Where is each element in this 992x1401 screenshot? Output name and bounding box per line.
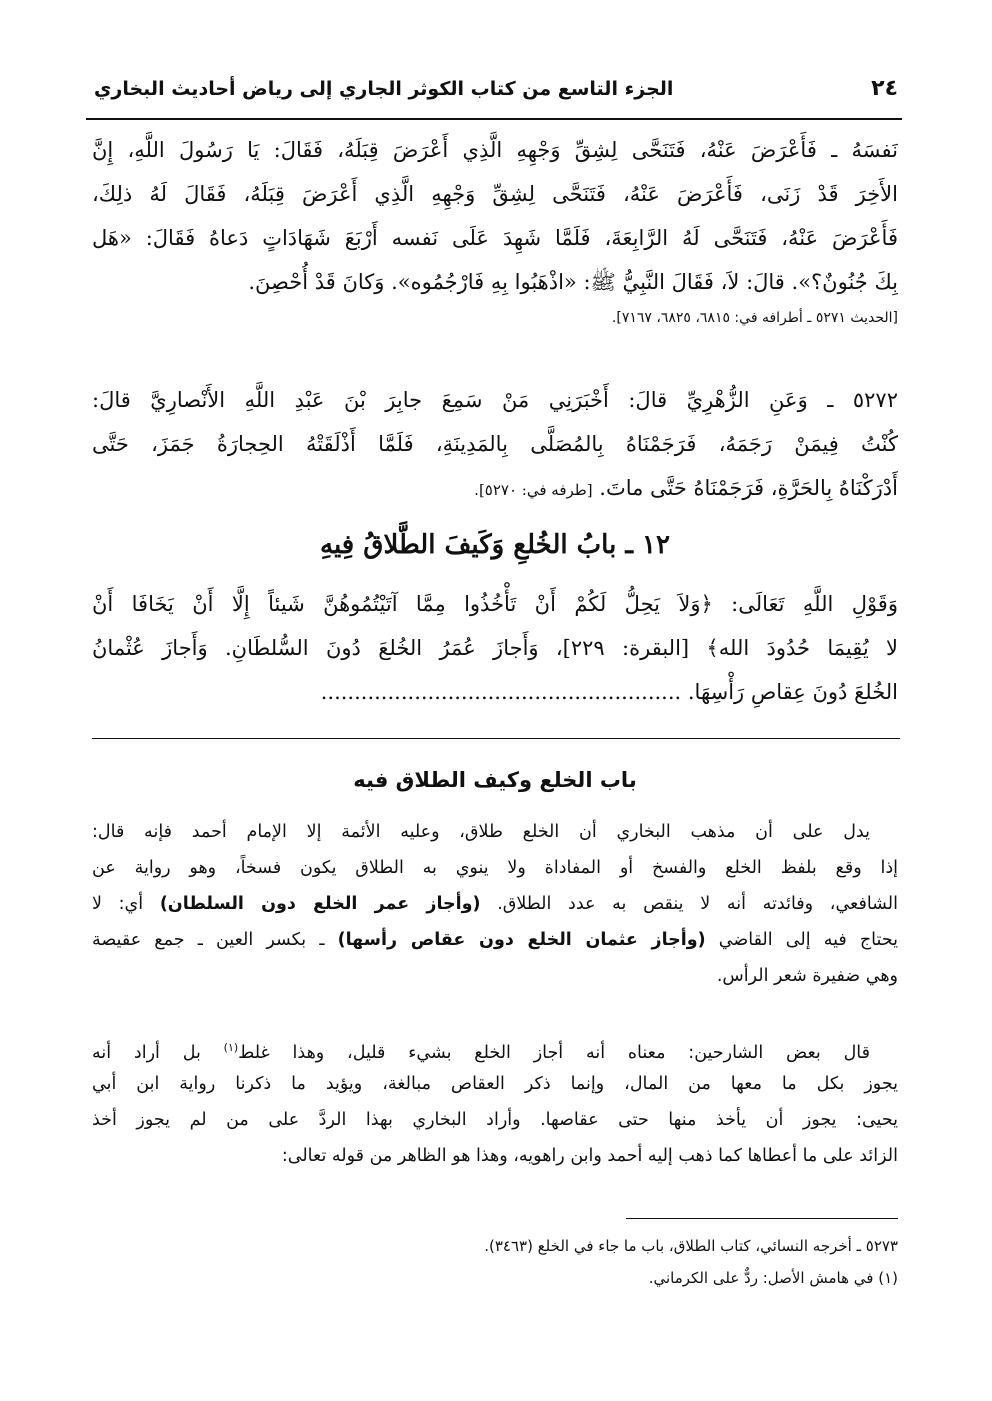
commentary-line: يدل على أن مذهب البخاري أن الخلع طلاق، وعليه الأئمة إلا الإمام أحمد فإنه قال: [92, 822, 870, 842]
hadith-line: فَأَعْرَضَ عَنْهُ، فَتَنَحَّى لَهُ الرَّابِعَةَ، فَلَمَّا شَهِدَ عَلَى نَفسه أَرْبَعَ شَهَادَاتٍ دَعاهُ فَقَالَ: «هَل [92, 226, 898, 250]
commentary-line [92, 886, 898, 922]
chapter-title: ١٢ ـ بابُ الخُلعِ وَكَيفَ الطَّلاقُ فِيهِ [320, 530, 670, 560]
hadith-line: بِكَ جُنُونٌ؟». قالَ: لاَ، فَقَالَ النَّبِيُّ ﷺ: «اذْهَبُوا بِهِ فَارْجُمُوه». وَكانَ قَدْ أُحْصِنَ. [248, 270, 898, 294]
commentary-line: يجوز بكل ما معها من المال، وإنما ذكر العقاص مبالغة، ويؤيد ما ذكرنا رواية ابن أبي [92, 1074, 898, 1094]
bold-phrase: (وأجاز عمر الخلع دون السلطان) [159, 894, 481, 914]
hadith-line: كُنْتُ فِيمَنْ رَجَمَهُ، فَرَجَمْنَاهُ بِالمُصَلَّى بِالمَدِينَةِ، فَلَمَّا أَذْلَقَتْهُ الحِجارَةُ جَمَزَ، حَتَّى [92, 432, 898, 456]
hadith-reference: [الحديث ٥٢٧١ ـ أطرافه في: ٦٨١٥، ٦٨٢٥، ٧١٦٧]. [611, 310, 898, 326]
commentary-text: ـ بكسر العين ـ جمع عقيصة [92, 930, 325, 950]
commentary-line: الزائد على ما أعطاها كما ذهب إليه أحمد وابن راهويه، وهذا هو الظاهر من قوله تعالى: [281, 1146, 898, 1166]
commentary-title: باب الخلع وكيف الطلاق فيه [353, 768, 637, 792]
commentary-text: أي: لا [92, 894, 144, 914]
footnotes [92, 1230, 898, 1294]
commentary-text: بل أراد أنه [92, 1042, 201, 1063]
running-title: الجزء التاسع من كتاب الكوثر الجاري إلى رياض أحاديث البخاري [94, 78, 674, 100]
hadith-line: الأَخِرَ قَدْ زَنَى، فَأَعْرَضَ عَنْهُ، فَتَنَحَّى لِشِقِّ وَجْهِهِ الَّذِي أَعْرَضَ قِبَلَهُ، فَقَالَ لَهُ ذلِكَ، [92, 182, 898, 206]
section-divider [92, 738, 900, 739]
header-rule [86, 118, 902, 120]
footnote-rule [626, 1218, 898, 1219]
chapter-line: وَقَوْلِ اللَّهِ تَعَالَى: ﴿وَلاَ يَحِلُّ لَكُمْ أَنْ تَأْخُذُوا مِمَّا آتَيْتُمُوهُنَّ شَيئاً إِلَّا أَنْ يَخَافَا أَنْ [92, 592, 898, 616]
commentary-text: قال بعض الشارحين: معناه أنه أجاز الخلع بشيء قليل، وهذا غلط [238, 1042, 870, 1063]
commentary-text: الشافعي، وفائدته أنه لا ينقص به عدد الطلاق. [497, 894, 898, 914]
hadith-text: أَدْرَكْنَاهُ بِالحَرَّةِ، فَرَجَمْنَاهُ حَتَّى ماتَ. [599, 476, 898, 500]
hadith-line: نَفسَهُ ـ فَأَعْرَضَ عَنْهُ، فَتَنَحَّى لِشِقِّ وَجْهِهِ الَّذِي أَعْرَضَ قِبَلَهُ، فَقَالَ: يَا رَسُولَ اللَّهِ، إِنَّ [92, 138, 898, 162]
page-number: ٢٤ [871, 76, 898, 101]
commentary-line: وهي ضفيرة شعر الرأس. [716, 966, 898, 986]
footnote-marker: (١) [223, 1041, 239, 1054]
footnote-line: (١) في هامش الأصل: ردٌّ على الكرماني. [648, 1269, 898, 1287]
commentary-line: إذا وقع بلفظ الخلع والفسخ أو المفاداة ولا ينوي به الطلاق يكون فسخاً، وهو رواية عن [92, 858, 898, 878]
chapter-intro [92, 582, 898, 714]
commentary-line [92, 1030, 898, 1066]
commentary-text: يحتاج فيه إلى القاضي [718, 930, 898, 950]
footnote-line: ٥٢٧٣ ـ أخرجه النسائي، كتاب الطلاق، باب ما جاء في الخلع (٣٤٦٣). [484, 1237, 898, 1255]
hadith-reference: [طرفه في: ٥٢٧٠]. [474, 481, 593, 499]
page-header [94, 62, 898, 114]
hadith-5271 [92, 128, 898, 332]
bold-phrase: (وأجاز عثمان الخلع دون عقاص رأسها) [337, 930, 706, 950]
chapter-line: لا يُقِيمَا حُدُودَ الله﴾ [البقرة: ٢٢٩]، وَأَجازَ عُمَرُ الخُلعَ دُونَ السُّلطَانِ. وَأَجازَ عُثْمانُ [92, 636, 898, 660]
hadith-line [92, 466, 898, 510]
commentary-paragraph-2 [92, 1030, 898, 1174]
hadith-5272 [92, 378, 898, 510]
commentary-paragraph-1 [92, 814, 898, 994]
commentary-line [92, 922, 898, 958]
hadith-line: ٥٢٧٢ ـ وَعَنِ الزُّهْرِيِّ قالَ: أَخْبَرَنِي مَنْ سَمِعَ جابِرَ بْنَ عَبْدِ اللَّهِ الأَنْصارِيَّ قالَ: [92, 388, 898, 412]
chapter-line: الخُلعَ دُونَ عِقاصِ رَأْسِهَا. ...................................................... [320, 680, 898, 704]
commentary-line: يحيى: يجوز أن يأخذ منها حتى عقاصها. وأراد البخاري بهذا الردَّ على من لم يجوز أخذ [92, 1110, 898, 1130]
